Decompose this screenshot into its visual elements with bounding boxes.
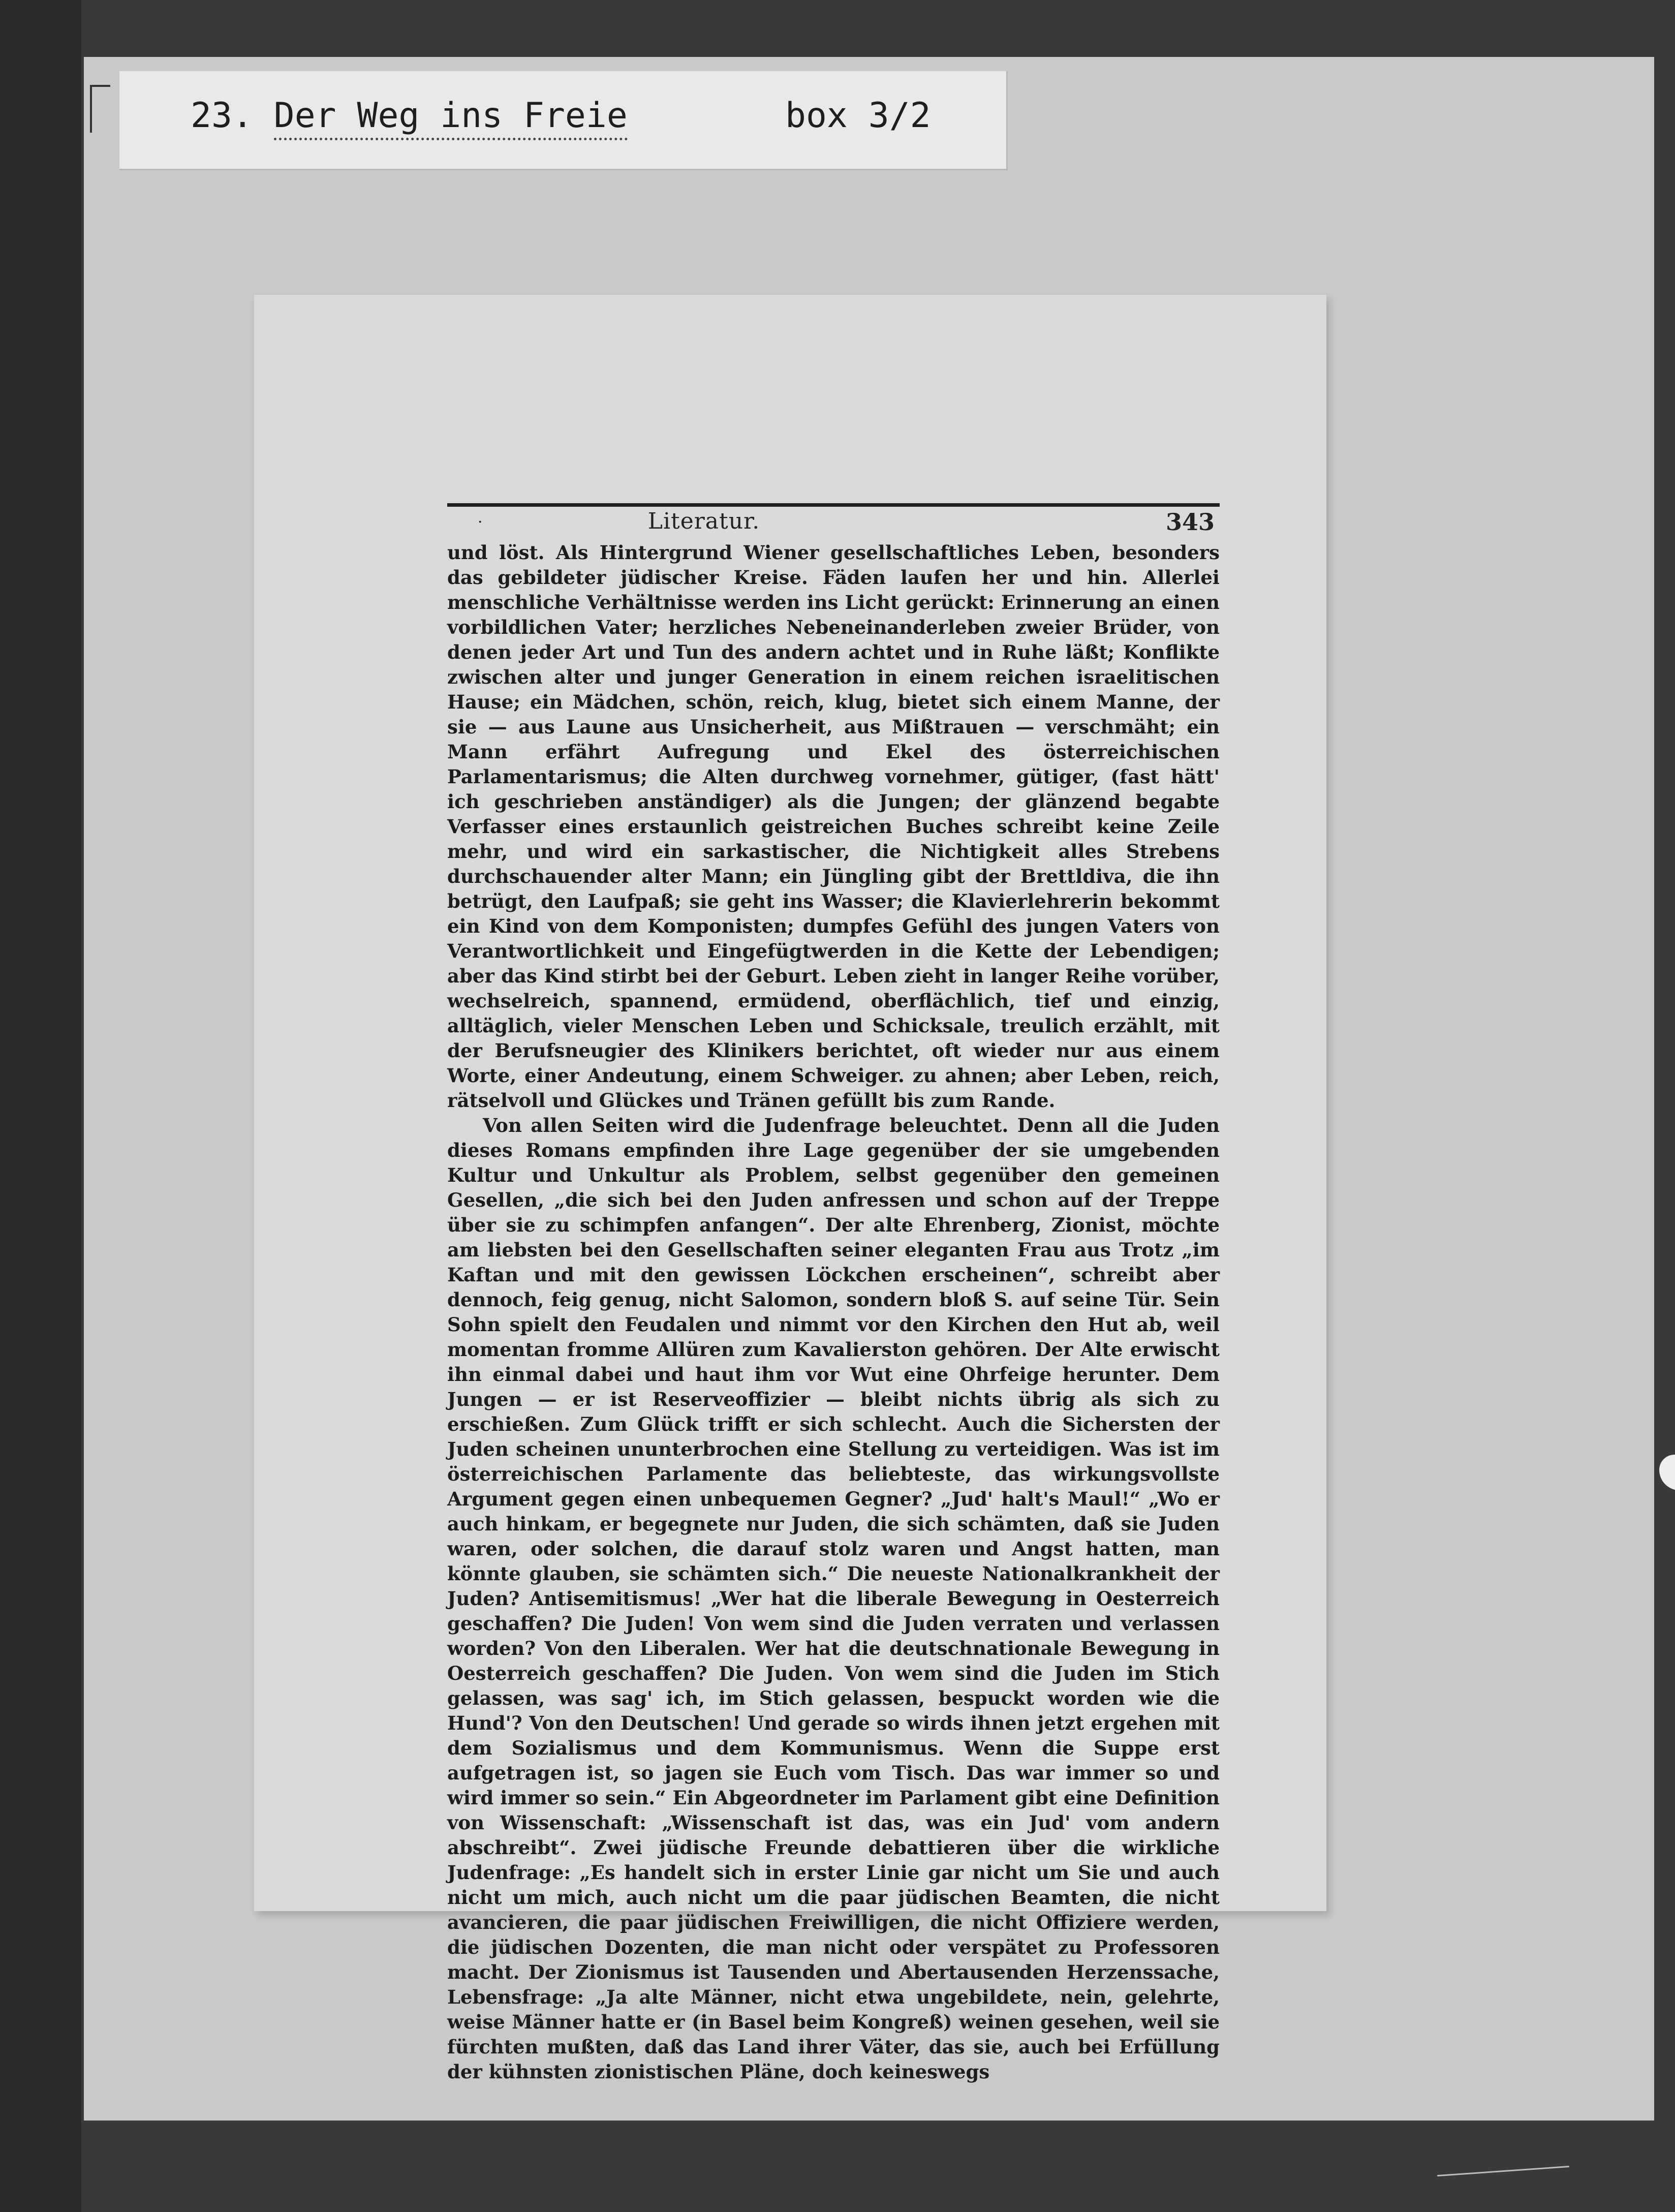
page-fold [1437, 2166, 1571, 2207]
paper-stain [1659, 1455, 1675, 1490]
scanner-edge [0, 0, 81, 2212]
running-head [193, 508, 1215, 539]
paragraph: Von allen Seiten wird die Judenfrage beleuchtet. Denn all die Juden dieses Romans empfinden ihre Lage gegenüber der sie umgebenden Kultur und Unkultur als Problem, selbst gegenüber den gemeinen Gesellen, „die sich bei den Juden anfressen und schon auf der Treppe über sie zu schimpfen anfangen“. Der alte Ehrenberg, Zionist, möchte am liebsten bei den Gesellschaften seiner eleganten Frau aus Trotz „im Kaftan und mit den gewissen Löckchen erscheinen“, schreibt aber dennoch, feig genug, nicht Salomon, sondern bloß S. auf seine Tür. Sein Sohn spielt den Feudalen und nimmt vor den Kirchen den Hut ab, weil momentan fromme Allüren zum Kavalierston gehören. Der Alte erwischt ihn einmal dabei und haut ihm vor Wut eine Ohrfeige herunter. Dem Jungen — er ist Reserveoffizier — bleibt nichts übrig als sich zu erschießen. Zum Glück trifft er sich schlecht. Auch die Sichersten der Juden scheinen ununterbrochen eine Stellung zu verteidigen. Was ist im österreichischen Parlamente das beliebteste, das wirkungsvollste Argument gegen einen unbequemen Gegner? „Jud' halt's Maul!“ „Wo er auch hinkam, er begegnete nur Juden, die sich schämten, daß sie Juden waren, oder solchen, die darauf stolz waren und Angst hatten, man könnte glauben, sie schämten sich.“ Die neueste Nationalkrankheit der Juden? Antisemitismus! „Wer hat die liberale Bewegung in Oesterreich geschaffen? Die Juden! Von wem sind die Juden verraten und verlassen worden? Von den Liberalen. Wer hat die deutschnationale Bewegung in Oesterreich geschaffen? Die Juden. Von wem sind die Juden im Stich gelassen, was sag' ich, im Stich gelassen, bespuckt worden wie die Hund'? Von den Deutschen! Und gerade so wirds ihnen jetzt ergehen mit dem Sozialismus und dem Kommunismus. Wenn die Suppe erst aufgetragen ist, so jagen sie Euch vom Tisch. Das war immer so und wird immer so sein.“ Ein Abgeordneter im Parlament gibt eine Definition von Wissenschaft: „Wissenschaft ist das, was ein Jud' vom andern abschreibt“. Zwei jüdische Freunde debattieren über die wirkliche Judenfrage: „Es handelt sich in erster Linie gar nicht um Sie und auch nicht um mich, auch nicht um die paar jüdischen Beamten, die nicht avancieren, die paar jüdischen Freiwilligen, die nicht Offiziere werden, die jüdischen Dozenten, die man nicht oder verspätet zu Professoren macht. Der Zionismus ist Tausenden und Abertausenden Herzenssache, Lebensfrage: „Ja alte Männer, nicht etwa ungebildete, nein, gelehrte, weise Männer hatte er (in Basel beim Kongreß) weinen gesehen, weil sie fürchten mußten, daß das Land ihrer Väter, das sie, auch bei Erfüllung der kühnsten zionistischen Pläne, doch keineswegs [447, 1114, 1220, 2083]
folder-label [119, 71, 1008, 170]
corner-mark [90, 85, 110, 133]
running-head-title: Literatur. [647, 508, 760, 534]
paragraph: und löst. Als Hintergrund Wiener gesellschaftliches Leben, besonders das gebildeter jüdischer Kreise. Fäden laufen her und hin. Allerlei menschliche Verhältnisse werden ins Licht gerückt: Erinnerung an einen vorbildlichen Vater; herzliches Nebeneinanderleben zweier Brüder, von denen jeder Art und Tun des andern achtet und in Ruhe läßt; Konflikte zwischen alter und junger Generation in einem reichen israelitischen Hause; ein Mädchen, schön, reich, klug, bietet sich einem Manne, der sie — aus Laune aus Unsicherheit, aus Mißtrauen — verschmäht; ein Mann erfährt Aufregung und Ekel des österreichischen Parlamentarismus; die Alten durchweg vornehmer, gütiger, (fast hätt' ich geschrieben anständiger) als die Jungen; der glänzend begabte Verfasser eines erstaunlich geistreichen Buches schreibt keine Zeile mehr, und wird ein sarkastischer, die Nichtigkeit alles Strebens durchschauender alter Mann; ein Jüngling gibt der Brettldiva, die ihn betrügt, den Laufpaß; sie geht ins Wasser; die Klavierlehrerin bekommt ein Kind von dem Komponisten; dumpfes Gefühl des jungen Vaters von Verantwortlichkeit und Eingefügtwerden in die Kette der Lebendigen; aber das Kind stirbt bei der Geburt. Leben zieht in langer Reihe vorüber, wechselreich, spannend, ermüdend, oberflächlich, tief und einzig, alltäglich, vieler Menschen Leben und Schicksale, treulich erzählt, mit der Berufsneugier des Klinikers berichtet, oft wieder nur aus einem Worte, einer Andeutung, einem Schweiger. zu ahnen; aber Leben, reich, rätselvoll und Glückes und Tränen gefüllt bis zum Rande. [447, 541, 1220, 1112]
label-number: 23. [191, 96, 253, 136]
label-box-ref: box 3/2 [785, 96, 931, 136]
head-dot: · [478, 513, 483, 531]
header-rule [447, 503, 1220, 507]
label-title: Der Weg ins Freie [274, 96, 628, 140]
article-body [447, 540, 1220, 2084]
page-number: 343 [1165, 508, 1215, 536]
